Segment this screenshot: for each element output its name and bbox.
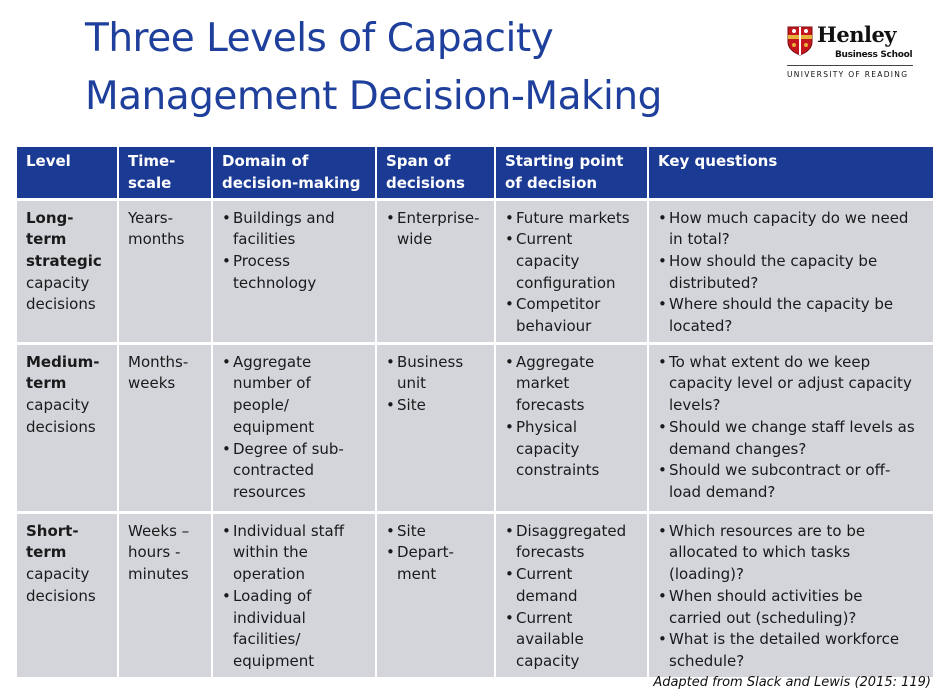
header-domain xyxy=(212,147,376,199)
henley-shield-icon xyxy=(787,26,813,56)
key-questions-cell xyxy=(648,199,933,343)
logo-divider xyxy=(787,65,913,66)
bullet-text: Should we change staff levels as xyxy=(669,417,915,436)
bullet-item xyxy=(386,395,490,417)
bullet-text: ment xyxy=(397,565,437,584)
level-cell xyxy=(17,512,118,676)
level-desc: decisions xyxy=(26,586,96,605)
level-desc: capacity xyxy=(26,273,90,292)
bullet-text: Loading of xyxy=(233,586,312,605)
bullet-text: forecasts xyxy=(516,396,585,415)
bullet-text: load demand? xyxy=(669,482,776,501)
bullet-text: Current xyxy=(516,565,573,584)
henley-logo xyxy=(787,22,917,92)
bullet-text: wide xyxy=(397,230,433,249)
header-text: Key questions xyxy=(658,152,778,170)
header-starting-point xyxy=(495,147,648,199)
bullet-text: Competitor xyxy=(516,295,601,314)
bullet-text: facilities/ xyxy=(233,630,301,649)
bullet-text: facilities xyxy=(233,230,296,249)
bullet-item xyxy=(658,251,929,294)
bullet-item xyxy=(658,460,929,503)
domain-cell xyxy=(212,343,376,512)
span-list xyxy=(386,208,490,251)
bullet-text: Business xyxy=(397,352,464,371)
level-name: Long- xyxy=(26,208,74,227)
bullet-item xyxy=(386,352,490,395)
bullet-text: What is the detailed workforce xyxy=(669,630,900,649)
bullet-text: individual xyxy=(233,608,306,627)
bullet-text: demand changes? xyxy=(669,439,807,458)
bullet-text: Current xyxy=(516,608,573,627)
bullet-item xyxy=(658,521,929,586)
header-text: Starting point xyxy=(505,152,624,170)
table-header-row xyxy=(17,147,933,199)
bullet-text: (loading)? xyxy=(669,565,744,584)
bullet-item xyxy=(658,417,929,460)
bullet-text: Disaggregated xyxy=(516,521,627,540)
bullet-text: carried out (scheduling)? xyxy=(669,608,857,627)
bullet-text: Which resources are to be xyxy=(669,521,866,540)
bullet-text: in total? xyxy=(669,230,730,249)
bullet-item xyxy=(386,542,490,585)
bullet-item xyxy=(505,417,643,482)
bullet-text: technology xyxy=(233,273,317,292)
bullet-text: When should activities be xyxy=(669,586,863,605)
starting-point-list xyxy=(505,352,643,482)
level-desc: capacity xyxy=(26,396,90,415)
bullet-text: Where should the capacity be xyxy=(669,295,894,314)
level-name: Medium- xyxy=(26,352,100,371)
bullet-item xyxy=(222,586,371,673)
header-text: Level xyxy=(26,152,71,170)
title-line-1: Three Levels of Capacity xyxy=(85,16,554,61)
level-name: Short- xyxy=(26,521,79,540)
table-row xyxy=(17,199,933,343)
timescale-cell xyxy=(118,343,212,512)
bullet-text: contracted xyxy=(233,461,315,480)
header-text: Domain of xyxy=(222,152,309,170)
bullet-text: Aggregate xyxy=(233,352,312,371)
bullet-text: resources xyxy=(233,482,306,501)
timescale-text: Months- xyxy=(128,352,189,371)
key-questions-cell xyxy=(648,343,933,512)
title-line-2: Management Decision-Making xyxy=(85,74,662,119)
span-list xyxy=(386,521,490,586)
bullet-item xyxy=(658,294,929,337)
span-cell xyxy=(376,199,495,343)
level-name: strategic xyxy=(26,251,102,270)
bullet-item xyxy=(386,521,490,543)
header-text: Span of xyxy=(386,152,451,170)
bullet-text: Current xyxy=(516,230,573,249)
logo-university: UNIVERSITY OF READING xyxy=(787,70,909,79)
key-questions-cell xyxy=(648,512,933,676)
bullet-text: constraints xyxy=(516,461,600,480)
bullet-text: Degree of sub- xyxy=(233,439,344,458)
bullet-text: How much capacity do we need xyxy=(669,208,909,227)
timescale-cell xyxy=(118,512,212,676)
bullet-text: To what extent do we keep xyxy=(669,352,871,371)
bullet-text: distributed? xyxy=(669,273,759,292)
domain-cell xyxy=(212,199,376,343)
bullet-text: number of xyxy=(233,374,311,393)
bullet-text: unit xyxy=(397,374,427,393)
header-text: scale xyxy=(128,173,172,192)
timescale-text: hours - xyxy=(128,543,181,562)
header-text: Time- xyxy=(128,152,176,170)
level-desc: decisions xyxy=(26,417,96,436)
bullet-item xyxy=(505,208,643,230)
bullet-item xyxy=(505,564,643,607)
bullet-text: Site xyxy=(397,521,426,540)
bullet-item xyxy=(505,229,643,294)
bullet-text: capacity xyxy=(516,251,580,270)
bullet-text: Depart- xyxy=(397,543,454,562)
table-row xyxy=(17,343,933,512)
level-name: term xyxy=(26,543,67,562)
bullet-text: market xyxy=(516,374,570,393)
bullet-item xyxy=(658,586,929,629)
bullet-item xyxy=(222,208,371,251)
bullet-text: equipment xyxy=(233,417,315,436)
key-questions-list xyxy=(658,352,929,504)
bullet-item xyxy=(505,294,643,337)
bullet-text: forecasts xyxy=(516,543,585,562)
header-text: of decision xyxy=(505,173,598,192)
timescale-text: Years- xyxy=(128,208,173,227)
header-text: decisions xyxy=(386,173,465,192)
logo-name: Henley xyxy=(817,22,897,47)
starting-point-list xyxy=(505,521,643,673)
key-questions-list xyxy=(658,208,929,338)
starting-point-cell xyxy=(495,199,648,343)
bullet-item xyxy=(222,439,371,504)
bullet-text: Should we subcontract or off- xyxy=(669,461,891,480)
bullet-item xyxy=(658,352,929,417)
capacity-table xyxy=(17,147,933,677)
slide-title xyxy=(85,10,765,126)
table-body xyxy=(17,199,933,677)
header-timescale xyxy=(118,147,212,199)
level-cell xyxy=(17,199,118,343)
bullet-item xyxy=(222,251,371,294)
bullet-text: Future markets xyxy=(516,208,630,227)
bullet-text: capacity xyxy=(516,439,580,458)
bullet-text: levels? xyxy=(669,396,721,415)
span-cell xyxy=(376,512,495,676)
bullet-text: Aggregate xyxy=(516,352,595,371)
span-cell xyxy=(376,343,495,512)
level-desc: decisions xyxy=(26,295,96,314)
key-questions-list xyxy=(658,521,929,673)
level-desc: capacity xyxy=(26,565,90,584)
timescale-text: minutes xyxy=(128,565,189,584)
bullet-text: people/ xyxy=(233,396,289,415)
bullet-text: schedule? xyxy=(669,651,745,670)
header-level xyxy=(17,147,118,199)
bullet-text: capacity xyxy=(516,651,580,670)
bullet-text: allocated to which tasks xyxy=(669,543,851,562)
table-row xyxy=(17,512,933,676)
bullet-text: operation xyxy=(233,565,306,584)
bullet-text: Buildings and xyxy=(233,208,335,227)
bullet-text: Site xyxy=(397,396,426,415)
bullet-item xyxy=(505,352,643,417)
bullet-text: Enterprise- xyxy=(397,208,480,227)
header-text: decision-making xyxy=(222,173,361,192)
logo-school: Business School xyxy=(835,50,913,60)
bullet-item xyxy=(658,629,929,672)
timescale-cell xyxy=(118,199,212,343)
domain-list xyxy=(222,352,371,504)
timescale-text: weeks xyxy=(128,374,176,393)
domain-list xyxy=(222,208,371,295)
bullet-item xyxy=(386,208,490,251)
bullet-item xyxy=(222,352,371,439)
bullet-text: behaviour xyxy=(516,317,592,336)
source-caption: Adapted from Slack and Lewis (2015: 119) xyxy=(653,675,931,690)
bullet-text: within the xyxy=(233,543,308,562)
header-span xyxy=(376,147,495,199)
bullet-item xyxy=(222,521,371,586)
bullet-text: equipment xyxy=(233,651,315,670)
starting-point-list xyxy=(505,208,643,338)
bullet-text: capacity level or adjust capacity xyxy=(669,374,912,393)
starting-point-cell xyxy=(495,512,648,676)
bullet-text: configuration xyxy=(516,273,616,292)
starting-point-cell xyxy=(495,343,648,512)
span-list xyxy=(386,352,490,417)
timescale-text: months xyxy=(128,230,185,249)
bullet-text: Individual staff xyxy=(233,521,345,540)
bullet-text: Physical xyxy=(516,417,578,436)
level-cell xyxy=(17,343,118,512)
bullet-text: located? xyxy=(669,317,733,336)
timescale-text: Weeks – xyxy=(128,521,190,540)
bullet-text: How should the capacity be xyxy=(669,251,878,270)
bullet-item xyxy=(658,208,929,251)
level-name: term xyxy=(26,230,67,249)
bullet-text: Process xyxy=(233,251,290,270)
bullet-item xyxy=(505,521,643,564)
domain-list xyxy=(222,521,371,673)
bullet-item xyxy=(505,608,643,673)
header-key-questions xyxy=(648,147,933,199)
level-name: term xyxy=(26,374,67,393)
domain-cell xyxy=(212,512,376,676)
bullet-text: demand xyxy=(516,586,578,605)
bullet-text: available xyxy=(516,630,584,649)
